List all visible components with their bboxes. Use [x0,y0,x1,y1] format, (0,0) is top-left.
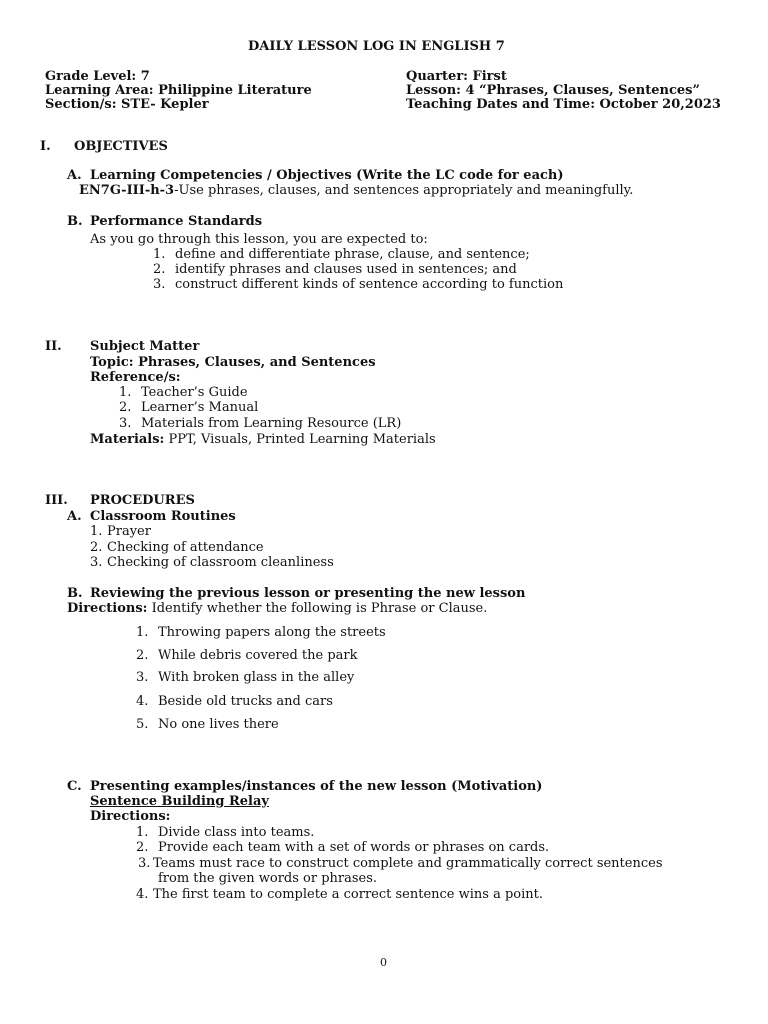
list-item: identify phrases and clauses used in sentences; and [175,262,517,277]
directions-line [67,601,487,617]
teaching-dates: Teaching Dates and Time: October 20,2023 [406,97,721,112]
lc-line [79,183,633,199]
list-item-num: 4. [136,694,149,709]
learning-area: Learning Area: Philippine Literature [45,83,312,98]
list-item: construct different kinds of sentence according to function [175,277,564,292]
list-item: Checking of attendance [107,540,264,555]
list-item-continuation: from the given words or phrases. [158,871,378,886]
subsection-label-b: B. [67,214,83,229]
learning-competencies-heading: Learning Competencies / Objectives (Write the LC code for each) [90,168,564,183]
list-item: Provide each team with a set of words or phrases on cards. [158,840,550,855]
list-item-num: 2. [119,400,132,415]
list-item-num: 3. [136,670,149,685]
directions-label: Directions: [67,601,148,616]
list-item: Learner’s Manual [141,400,259,415]
list-item-num: 3. [138,856,151,871]
references-label: Reference/s: [90,370,181,385]
list-item: Prayer [107,524,151,539]
presenting-examples-heading: Presenting examples/instances of the new lesson (Motivation) [90,779,543,794]
quarter: Quarter: First [406,69,507,84]
lc-text: -Use phrases, clauses, and sentences appropriately and meaningfully. [174,183,634,198]
performance-standards-heading: Performance Standards [90,214,263,229]
subject-matter-heading: Subject Matter [90,339,200,354]
list-item-num: 3. [119,416,132,431]
list-item: Beside old trucks and cars [158,694,333,709]
procedures-heading: PROCEDURES [90,493,195,508]
list-item-num: 2. [90,540,103,555]
list-item: define and differentiate phrase, clause, and sentence; [175,247,530,262]
list-item-num: 5. [136,717,149,732]
section-numeral-procedures: III. [45,493,68,508]
lc-code: EN7G-III-h-3 [79,183,175,198]
lesson: Lesson: 4 “Phrases, Clauses, Sentences” [406,83,700,98]
list-item-num: 4. [136,887,149,902]
list-item: While debris covered the park [158,648,358,663]
list-item-num: 1. [153,247,166,262]
list-item-num: 2. [136,840,149,855]
section: Section/s: STE- Kepler [45,97,209,112]
list-item-num: 1. [136,625,149,640]
section-heading-objectives: OBJECTIVES [74,139,168,154]
list-item: Checking of classroom cleanliness [107,555,334,570]
directions-text: Identify whether the following is Phrase or Clause. [147,601,488,616]
list-item: With broken glass in the alley [158,670,355,685]
section-numeral-objectives: I. [40,139,51,154]
list-item-num: 1. [119,385,132,400]
list-item: Teams must race to construct complete and grammatically correct sentences [153,856,663,871]
list-item: No one lives there [158,717,279,732]
list-item-num: 2. [153,262,166,277]
classroom-routines-heading: Classroom Routines [90,509,236,524]
performance-intro: As you go through this lesson, you are expected to: [90,232,428,247]
materials-label: Materials: [90,432,165,447]
list-item-num: 2. [136,648,149,663]
materials-line [90,432,436,448]
list-item-num: 3. [153,277,166,292]
list-item: Teacher’s Guide [141,385,248,400]
c-directions-label: Directions: [90,809,171,824]
topic: Topic: Phrases, Clauses, and Sentences [90,355,376,370]
grade-level: Grade Level: 7 [45,69,150,84]
reviewing-heading: Reviewing the previous lesson or presenting the new lesson [90,586,526,601]
subsection-label-a: A. [67,509,82,524]
subsection-label-b: B. [67,586,83,601]
list-item-num: 1. [136,825,149,840]
subsection-label-c: C. [67,779,82,794]
list-item-num: 3. [90,555,103,570]
materials-text: PPT, Visuals, Printed Learning Materials [164,432,436,447]
list-item: The first team to complete a correct sentence wins a point. [153,887,544,902]
document-title: DAILY LESSON LOG IN ENGLISH 7 [248,39,505,54]
activity-title: Sentence Building Relay [90,794,269,809]
subsection-label-a: A. [67,168,82,183]
list-item: Throwing papers along the streets [158,625,386,640]
list-item: Divide class into teams. [158,825,315,840]
section-numeral-subject: II. [45,339,62,354]
list-item-num: 1. [90,524,103,539]
page-number: 0 [380,956,387,969]
list-item: Materials from Learning Resource (LR) [141,416,402,431]
